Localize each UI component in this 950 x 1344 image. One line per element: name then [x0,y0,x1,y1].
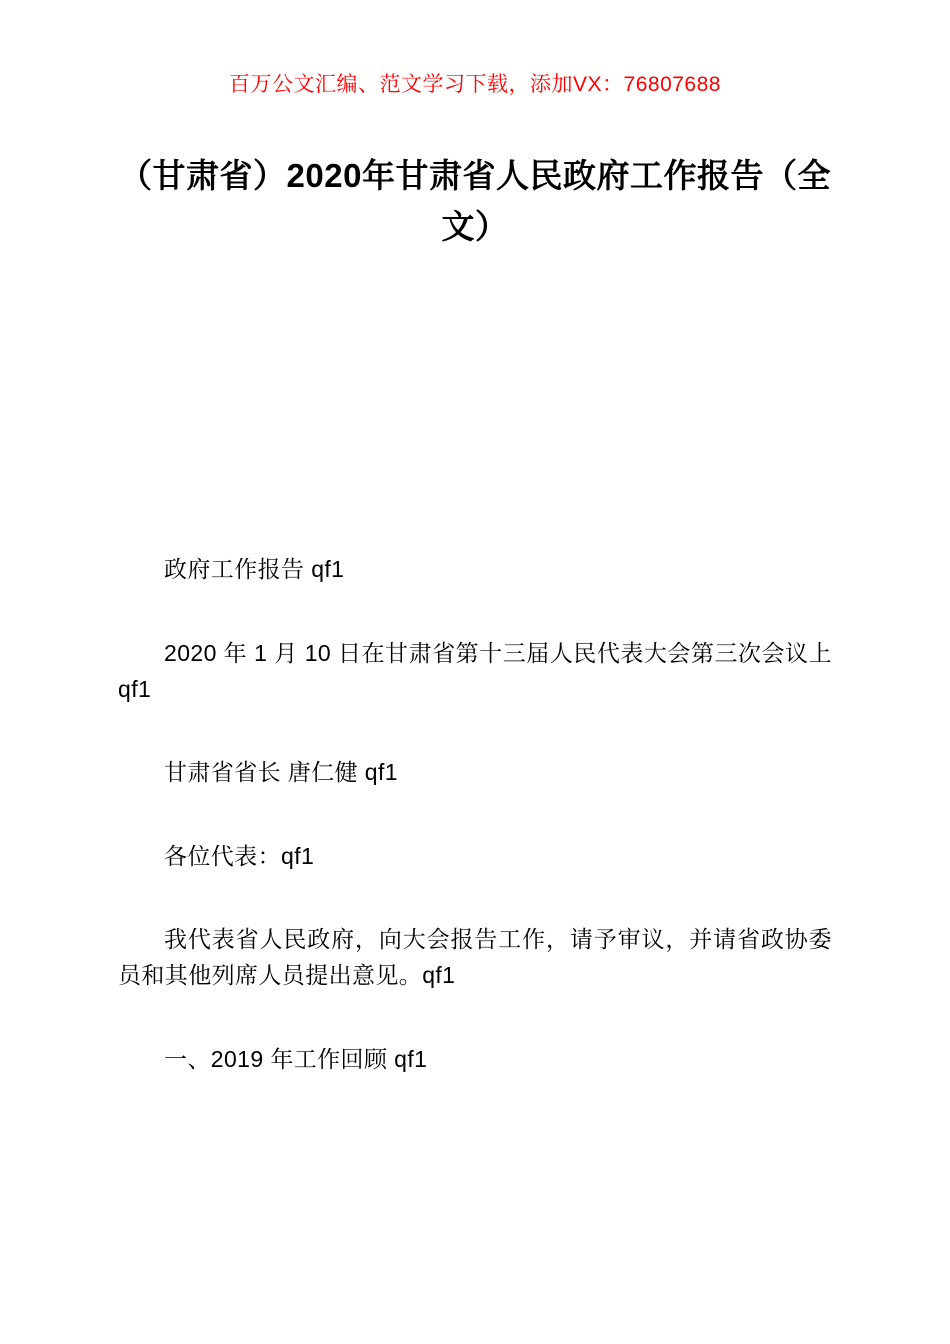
paragraph: 2020 年 1 月 10 日在甘肃省第十三届人民代表大会第三次会议上 qf1 [118,639,832,702]
page-title: （甘肃省）2020年甘肃省人民政府工作报告（全文） [119,157,831,246]
document-body [118,552,832,1077]
paragraph: 政府工作报告 qf1 [164,556,345,583]
watermark-notice: 百万公文汇编、范文学习下载，添加VX：76807688 [229,73,721,96]
paragraph: 各位代表：qf1 [164,842,315,869]
paragraph: 甘肃省省长 唐仁健 qf1 [164,759,398,786]
paragraph: 我代表省人民政府，向大会报告工作，请予审议，并请省政协委员和其他列席人员提出意见。qf1 [118,926,832,989]
paragraph: 一、2019 年工作回顾 qf1 [164,1045,428,1072]
